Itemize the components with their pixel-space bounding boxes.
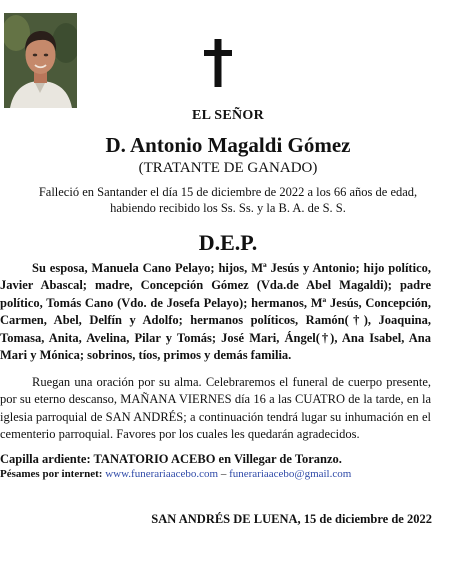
condolences-label: Pésames por internet: [0,468,103,480]
family-paragraph: Su esposa, Manuela Cano Pelayo; hijos, Mª Jesús y Antonio; hijo político, Javier Abascal; madre, Concepción Gómez (Vda.de Abel Magaldi); padre político, Tomás Cano (Vdo. de Josefa Pelayo); hermanos, Mª Jesús, Concepción, Carmen, Abel, Delfín y Adolfo; hermanos políticos, Ramón(†), Joaquina, Tomasa, Anita, Avelina, Pilar y Tomás; José Mari, Ángel(†), Ana Isabel, Ana Mari y Mónica; sobrinos, tíos, primos y demás familia. [0,261,431,363]
website-link[interactable]: www.funerariaacebo.com [105,468,219,480]
separator: – [220,468,227,480]
condolences-line [0,468,450,480]
latin-cross-icon [198,38,238,88]
email-link[interactable]: funerariaacebo@gmail.com [229,468,352,480]
death-notice [0,184,456,216]
portrait-photo [4,13,77,108]
sacraments-line: habiendo recibido los Ss. Ss. y la B. A. de S. S. [110,201,346,215]
dep-heading: D.E.P. [198,230,258,255]
place-date-footer: SAN ANDRÉS DE LUENA, 15 de diciembre de 2022 [151,512,432,526]
chapel-line: Capilla ardiente: TANATORIO ACEBO en Villegar de Toranzo. [0,452,342,466]
death-line: Falleció en Santander el día 15 de diciembre de 2022 a los 66 años de edad, [38,185,418,199]
funeral-paragraph: Ruegan una oración por su alma. Celebraremos el funeral de cuerpo presente, por su eterno descanso, MAÑANA VIERNES día 16 a las CUATRO de la tarde, en la iglesia parroquial de SAN ANDRÉS; a continuación tendrá lugar su inhumación en el cementerio parroquial. Favores por los cuales les quedarán agradecidos. [0,375,431,442]
deceased-name: D. Antonio Magaldi Gómez [105,133,351,157]
honorific: EL SEÑOR [191,108,265,123]
occupation: (TRATANTE DE GANADO) [138,160,318,176]
